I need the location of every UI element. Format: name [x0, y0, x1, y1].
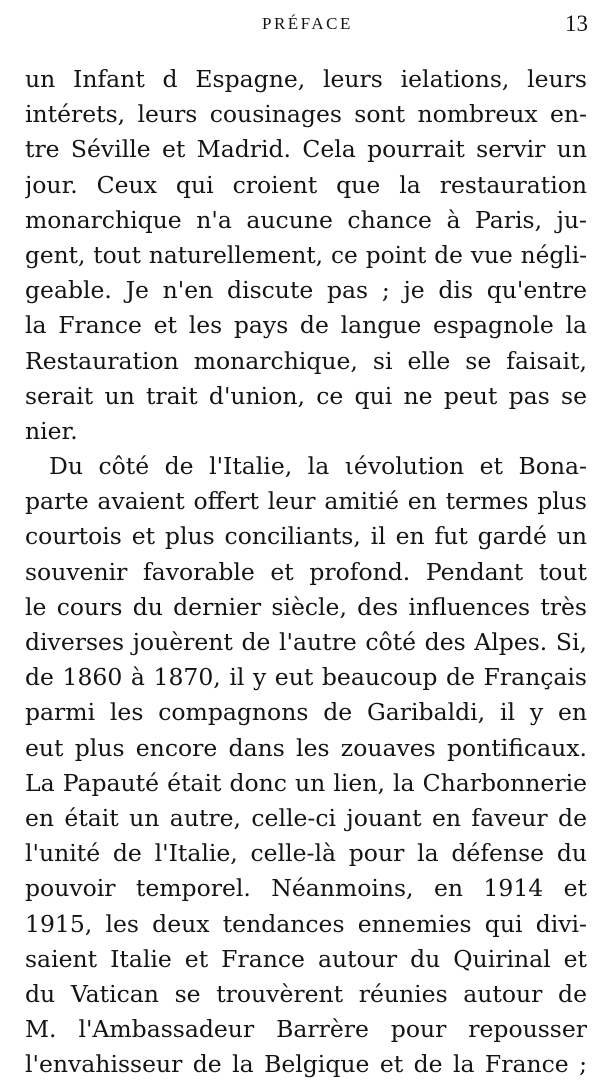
text-line: M. l'Ambassadeur Barrère pour repousser: [25, 1015, 587, 1044]
text-line: tre Séville et Madrid. Cela pourrait servir un: [25, 135, 587, 164]
text-line: l'envahisseur de la Belgique et de la France ;: [25, 1050, 587, 1079]
text-line: du Vatican se trouvèrent réunies autour de: [25, 979, 587, 1008]
text-line: parte avaient offert leur amitié en termes plus: [25, 487, 587, 516]
text-line: l'unité de l'Italie, celle-là pour la défense du: [25, 839, 587, 868]
text-line: parmi les compagnons de Garibaldi, il y en: [25, 698, 587, 727]
text-line: La Papauté était donc un lien, la Charbonnerie: [25, 768, 587, 797]
text-line: en était un autre, celle-ci jouant en faveur de: [25, 803, 587, 832]
text-line: intérets, leurs cousinages sont nombreux en-: [25, 100, 587, 129]
page-number: 13: [565, 11, 588, 36]
running-title: PRÉFACE: [262, 14, 353, 33]
text-line: nier.: [25, 416, 78, 445]
text-line: diverses jouèrent de l'autre côté des Alpes. Si,: [25, 628, 587, 656]
text-line: un Infant d Espagne, leurs ielations, leurs: [25, 65, 587, 93]
paragraph-2: [25, 449, 587, 1082]
text-line: geable. Je n'en discute pas ; je dis qu'entre: [25, 276, 587, 305]
text-line: de 1860 à 1870, il y eut beaucoup de Français: [25, 663, 587, 692]
text-line: souvenir favorable et profond. Pendant tout: [25, 557, 587, 586]
text-line: la France et les pays de langue espagnole la: [25, 311, 587, 340]
text-line: le cours du dernier siècle, des influences très: [25, 592, 587, 621]
text-line: serait un trait d'union, ce qui ne peut pas se: [25, 381, 587, 410]
text-line: jour. Ceux qui croient que la restauration: [25, 170, 587, 199]
text-line: pouvoir temporel. Néanmoins, en 1914 et: [25, 874, 587, 903]
body-text: [25, 62, 587, 1082]
text-line: Restauration monarchique, si elle se faisait,: [25, 346, 587, 375]
text-line: Du côté de l'Italie, la ιévolution et Bona-: [49, 452, 587, 481]
text-line: monarchique n'a aucune chance à Paris, ju-: [25, 205, 587, 234]
running-head: [0, 12, 604, 36]
text-line: eut plus encore dans les zouaves pontificaux.: [25, 733, 587, 762]
text-line: gent, tout naturellement, ce point de vue négli-: [25, 241, 587, 269]
text-line: saient Italie et France autour du Quirinal et: [25, 944, 587, 973]
paragraph-1: [25, 62, 587, 449]
text-line: courtois et plus conciliants, il en fut gardé un: [25, 522, 587, 551]
text-line: 1915, les deux tendances ennemies qui divi-: [25, 909, 587, 938]
